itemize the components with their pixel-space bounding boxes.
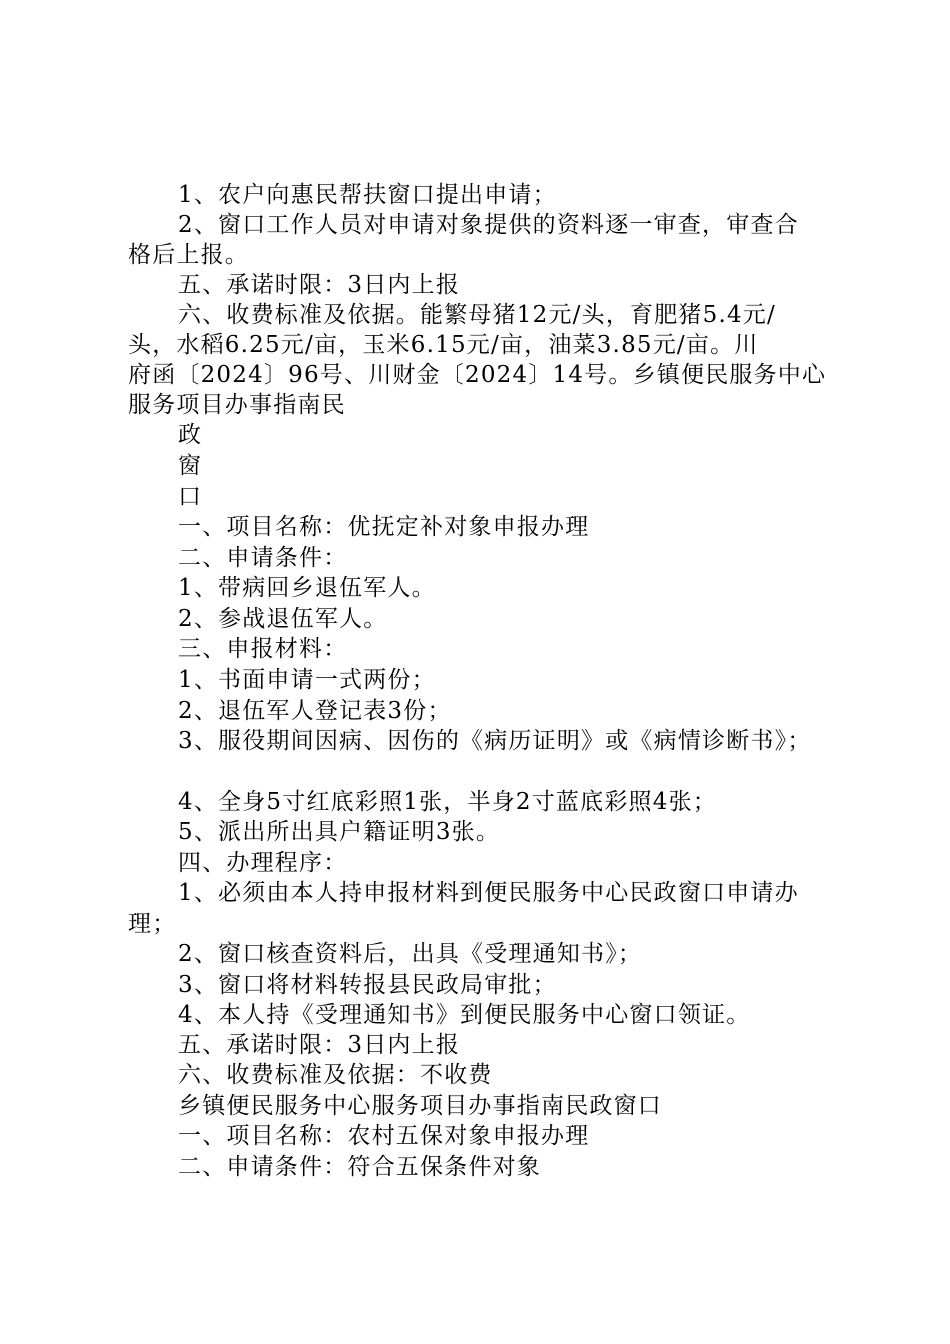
heading-line: 六、收费标准及依据：不收费 — [178, 1062, 493, 1088]
text-line: 1、书面申请一式两份； — [178, 667, 436, 693]
text-line: 2、参战退伍军人。 — [178, 606, 388, 632]
text-line: 窗 — [178, 453, 203, 479]
text-line: 理； — [128, 911, 177, 937]
text-line: 头，水稻6.25元/亩，玉米6.15元/亩，油菜3.85元/亩。川 — [128, 332, 759, 358]
heading-line: 四、办理程序： — [178, 850, 348, 876]
text-line: 格后上报。 — [128, 242, 249, 268]
text-line: 口 — [178, 484, 203, 510]
text-line: 政 — [178, 422, 203, 448]
section-title: 乡镇便民服务中心服务项目办事指南民政窗口 — [178, 1093, 662, 1119]
text-line: 府函〔2024〕96号、川财金〔2024〕14号。乡镇便民服务中心 — [128, 362, 827, 388]
heading-line: 一、项目名称：农村五保对象申报办理 — [178, 1123, 590, 1149]
text-line: 2、窗口核查资料后，出具《受理通知书》； — [178, 941, 643, 967]
text-line: 3、窗口将材料转报县民政局审批； — [178, 972, 557, 998]
text-line: 4、全身5寸红底彩照1张，半身2寸蓝底彩照4张； — [178, 789, 717, 815]
text-line: 服务项目办事指南民 — [128, 392, 346, 418]
heading-line: 三、申报材料： — [178, 636, 348, 662]
text-line: 2、退伍军人登记表3份； — [178, 698, 452, 724]
heading-line: 二、申请条件： — [178, 545, 348, 571]
text-line: 1、必须由本人持申报材料到便民服务中心民政窗口申请办 — [178, 880, 799, 906]
text-line: 1、带病回乡退伍军人。 — [178, 575, 436, 601]
text-line: 2、窗口工作人员对申请对象提供的资料逐一审查，审查合 — [178, 212, 799, 238]
heading-line: 一、项目名称：优抚定补对象申报办理 — [178, 514, 590, 540]
text-line: 5、派出所出具户籍证明3张。 — [178, 819, 501, 845]
heading-line: 二、申请条件：符合五保条件对象 — [178, 1154, 541, 1180]
text-line: 五、承诺时限：3日内上报 — [178, 272, 461, 298]
text-line: 1、农户向惠民帮扶窗口提出申请； — [178, 182, 557, 208]
heading-line: 五、承诺时限：3日内上报 — [178, 1032, 461, 1058]
text-line: 六、收费标准及依据。能繁母猪12元/头，育肥猪5.4元/ — [178, 302, 776, 328]
text-line: 3、服役期间因病、因伤的《病历证明》或《病情诊断书》； — [178, 728, 812, 754]
text-line: 4、本人持《受理通知书》到便民服务中心窗口领证。 — [178, 1002, 751, 1028]
